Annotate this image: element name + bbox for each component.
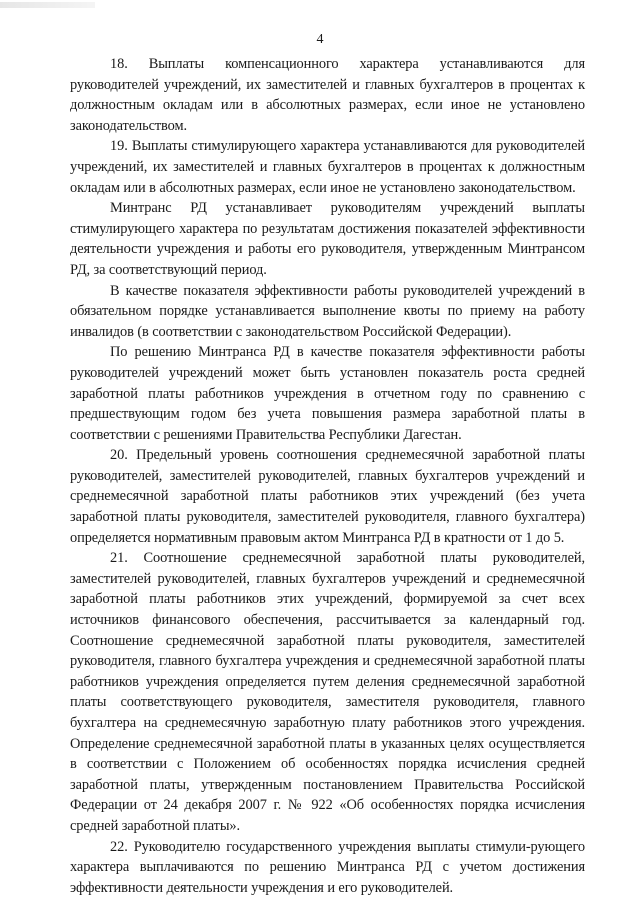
paragraph-22: 22. Руководителю государственного учреждения выплаты стимули-рующего характера выплачиваются по решению Минтранса РД с учетом достижения эффективности деятельности учреждения и его руководителей. [70,838,585,896]
paragraph-mintrans-bonuses: Минтранс РД устанавливает руководителям учреждений выплаты стимулирующего характера по результатам достижения показателей эффективности деятельности учреждения и работы его руководителя, утвержденным Минтрансом РД, за соответствующий период. [70,200,585,278]
page-number: 4 [316,32,324,47]
paragraph-20: 20. Предельный уровень соотношения среднемесячной заработной платы руководителей, заместителей руководителей, главных бухгалтеров учреждений и среднемесячной заработной платы работников этих учреждений (без учета заработной платы руководителя, заместителей руководителя, главного бухгалтера) определяется нормативным правовым актом Минтранса РД в кратности от 1 до 5. [70,447,585,546]
paragraph-19: 19. Выплаты стимулирующего характера устанавливаются для руководителей учреждений, их заместителей и главных бухгалтеров в процентах к должностным окладам или в абсолютных размерах, если иное не установлено законодательством. [70,138,585,196]
page-body [70,54,585,898]
paragraph-disability-quota: В качестве показателя эффективности работы руководителей учреждений в обязательном порядке устанавливается выполнение квоты по приему на работу инвалидов (в соответствии с законодательством Российской Федерации). [70,282,585,340]
paragraph-18: 18. Выплаты компенсационного характера устанавливаются для руководителей учреждений, их заместителей и главных бухгалтеров в процентах к должностным окладам или в абсолютных размерах, если иное не установлено законодательством. [70,56,585,134]
scan-artifact [0,2,95,8]
paragraph-salary-growth: По решению Минтранса РД в качестве показателя эффективности работы руководителей учреждений может быть установлен показатель роста средней заработной платы работников учреждения в отчетном году по сравнению с предшествующим годом без учета повышения размера заработной платы в соответствии с решениями Правительства Республики Дагестан. [70,344,585,443]
paragraph-21: 21. Соотношение среднемесячной заработной платы руководителей, заместителей руководителей, главных бухгалтеров учреждений и среднемесячной заработной платы работников этих учреждений, формируемой за счет всех источников финансового обеспечения, рассчитывается за календарный год. Соотношение среднемесячной заработной платы руководителя, заместителей руководителя, главного бухгалтера учреждения и среднемесячной заработной платы работников учреждения определяется путем деления среднемесячной заработной платы соответствующего руководителя, заместителя руководителя, главного бухгалтера на среднемесячную заработную плату работников этого учреждения. Определение среднемесячной заработной платы в указанных целях осуществляется в соответствии с Положением об особенностях порядка исчисления средней заработной платы, утвержденным постановлением Правительства Российской Федерации от 24 декабря 2007 г. № 922 «Об особенностях порядка исчисления средней заработной платы». [70,550,585,834]
